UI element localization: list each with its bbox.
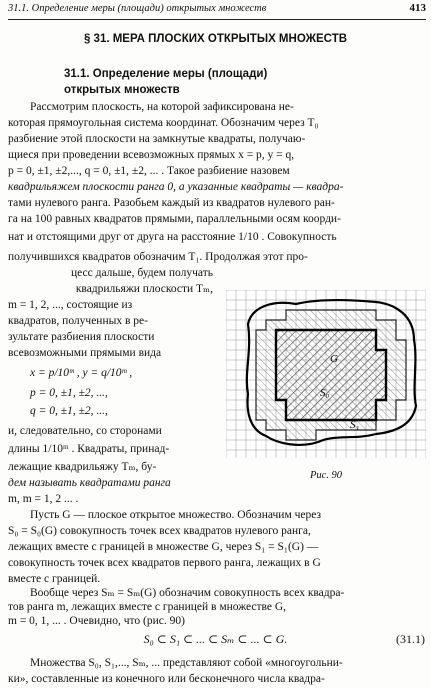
equation: S₀ ⊂ S₁ ⊂ ... ⊂ Sₘ ⊂ ... ⊂ G. bbox=[143, 632, 288, 646]
side-text-line: цесс дальше, будем получать bbox=[70, 267, 213, 279]
text-line: ки», составленные из конечного или бесконечного числа квадра- bbox=[8, 673, 325, 685]
text-line: S₀ = S₀(G) совокупность точек всех квадратов нулевого ранга, bbox=[8, 525, 311, 537]
figure-label-g: G bbox=[330, 353, 338, 365]
subsection-title-line: открытых множеств bbox=[64, 84, 180, 96]
text-line: нат и отстоящими друг от друга на расстояние 1/10 . Совокупность bbox=[8, 231, 337, 243]
side-text-line: зультате разбиения плоскости bbox=[8, 331, 155, 343]
side-text-line: и, следовательно, со сторонами bbox=[8, 425, 162, 437]
text-line: лежащих вместе с границей в множестве G, через S₁ = S₁(G) — bbox=[8, 541, 319, 553]
running-header-title: 31.1. Определение меры (площади) открытых множеств bbox=[8, 3, 267, 14]
figure-label-s1: S₁ bbox=[350, 419, 360, 431]
formula-line: q = 0, ±1, ±2, ..., bbox=[30, 405, 108, 417]
side-text-line: дем называть квадратами ранга bbox=[8, 477, 171, 489]
subsection-title-line: 31.1. Определение меры (площади) bbox=[64, 68, 268, 80]
page-number: 413 bbox=[409, 2, 426, 14]
text-line: Вообще через Sₘ = Sₘ(G) обозначим совокупность всех квадра- bbox=[30, 587, 345, 599]
formula-line: p = 0, ±1, ±2, ..., bbox=[30, 387, 108, 399]
text-line: получившихся квадратов обозначим T₁. Продолжая этот про- bbox=[8, 251, 308, 263]
text-line: щиеся при проведении всевозможных прямых x = p, y = q, bbox=[8, 149, 295, 161]
side-text-line: лежащие квадрильяжу Tₘ, бу- bbox=[8, 461, 157, 473]
section-title: § 31. МЕРА ПЛОСКИХ ОТКРЫТЫХ МНОЖЕСТВ bbox=[83, 33, 348, 45]
side-text-line: квадратов, полученных в ре- bbox=[8, 315, 148, 327]
text-line: га на 100 равных квадратов прямыми, параллельными осям коорди- bbox=[8, 213, 341, 225]
text-line: разбиение этой плоскости на замкнутые квадраты, получаю- bbox=[8, 133, 306, 145]
side-text-line: m = 1, 2, ..., состоящие из bbox=[8, 299, 133, 311]
text-line: совокупность точек всех квадратов первого ранга, лежащих в G bbox=[8, 557, 321, 569]
figure-label-s0: S₀ bbox=[320, 387, 330, 399]
text-line: которая прямоугольная система координат. Обозначим через T₀ bbox=[8, 117, 319, 129]
text-line: p = 0, ±1, ±2,..., q = 0, ±1, ±2, ... . Такое разбиение назовем bbox=[8, 165, 290, 177]
text-line: тов ранга m, лежащих вместе с границей в множестве G, bbox=[8, 601, 287, 613]
text-line: Множества S₀, S₁,..., Sₘ, ... представляют собой «многоугольни- bbox=[30, 657, 343, 669]
text-line: тами нулевого ранга. Разобьем каждый из квадратов нулевого ран- bbox=[8, 197, 335, 209]
text-line: квадрильяжем плоскости ранга 0, а указанные квадраты — квадра- bbox=[8, 181, 344, 193]
subsection-title bbox=[64, 66, 364, 98]
formula-line: x = p/10ᵐ , y = q/10ᵐ , bbox=[30, 367, 133, 379]
side-text-line: m, m = 1, 2 ... . bbox=[8, 493, 79, 505]
figure-caption: Рис. 90 bbox=[309, 470, 343, 481]
figure-90 bbox=[226, 290, 426, 458]
running-header bbox=[8, 1, 426, 20]
side-text-line: длины 1/10ᵐ . Квадраты, принад- bbox=[8, 443, 170, 455]
text-line: вместе с границей. bbox=[8, 573, 101, 585]
side-text-line: всевозможными прямыми вида bbox=[8, 347, 162, 359]
s0-region bbox=[276, 330, 386, 420]
text-line: m = 0, 1, ... . Очевидно, что (рис. 90) bbox=[8, 615, 185, 627]
text-line: Рассмотрим плоскость, на которой зафиксирована не- bbox=[30, 101, 294, 113]
side-text-line: квадрильяжи плоскости Tₘ, bbox=[75, 283, 213, 295]
equation-number: (31.1) bbox=[396, 632, 425, 646]
text-line: Пусть G — плоское открытое множество. Обозначим через bbox=[30, 509, 322, 521]
